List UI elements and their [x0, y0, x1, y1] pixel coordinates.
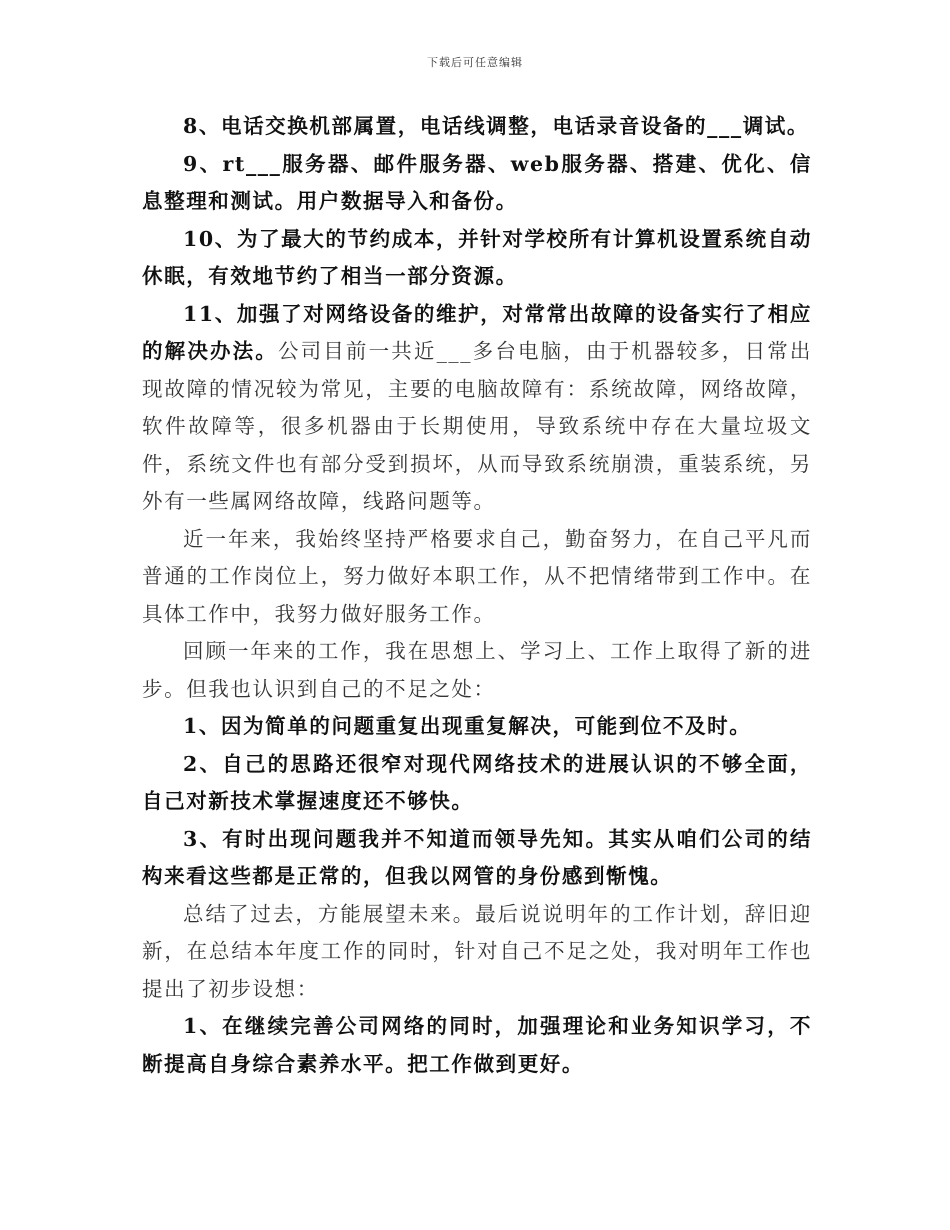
paragraph-bold-text: 9、rt___服务器、邮件服务器、web服务器、搭建、优化、信息整理和测试。用户数据导入和备份。 — [142, 151, 812, 213]
paragraph-item-11 — [142, 296, 812, 521]
paragraph-item-10 — [142, 221, 812, 296]
paragraph-plan-1 — [142, 1008, 812, 1083]
paragraph-item-8 — [142, 108, 812, 146]
paragraph-bold-text: 1、在继续完善公司网络的同时，加强理论和业务知识学习，不断提高自身综合素养水平。把工作做到更好。 — [142, 1014, 812, 1076]
page-header: 下载后可任意编辑 — [427, 56, 523, 69]
paragraph-shortcoming-3 — [142, 821, 812, 896]
paragraph-summary — [142, 896, 812, 1009]
paragraph-bold-text: 11、加强了对网络设备的维护，对常常出故障的设备实行了相应的解决办法。 — [142, 301, 812, 363]
paragraph-normal-text: 回顾一年来的工作，我在思想上、学习上、工作上取得了新的进步。但我也认识到自己的不足之处： — [142, 639, 812, 701]
paragraph-shortcoming-1 — [142, 708, 812, 746]
paragraph-bold-text: 1、因为简单的问题重复出现重复解决，可能到位不及时。 — [183, 714, 752, 738]
paragraph-bold-text: 3、有时出现问题我并不知道而领导先知。其实从咱们公司的结构来看这些都是正常的，但我以网管的身份感到惭愧。 — [142, 826, 812, 888]
paragraph-item-9 — [142, 146, 812, 221]
paragraph-year-review — [142, 521, 812, 634]
document-body — [142, 108, 812, 1083]
paragraph-bold-text: 8、电话交换机部属置，电话线调整，电话录音设备的___调试。 — [183, 114, 810, 138]
paragraph-normal-text: 近一年来，我始终坚持严格要求自己，勤奋努力，在自己平凡而普通的工作岗位上，努力做好本职工作，从不把情绪带到工作中。在具体工作中，我努力做好服务工作。 — [142, 526, 812, 626]
paragraph-looking-back — [142, 633, 812, 708]
paragraph-bold-text: 10、为了最大的节约成本，并针对学校所有计算机设置系统自动休眠，有效地节约了相当一部分资源。 — [142, 226, 812, 288]
paragraph-normal-text: 公司目前一共近___多台电脑，由于机器较多，日常出现故障的情况较为常见，主要的电脑故障有：系统故障，网络故障，软件故障等，很多机器由于长期使用，导致系统中存在大量垃圾文件，系统文件也有部分受到损坏，从而导致系统崩溃，重装系统，另外有一些属网络故障，线路问题等。 — [142, 339, 812, 513]
paragraph-bold-text: 2、自己的思路还很窄对现代网络技术的进展认识的不够全面，自己对新技术掌握速度还不够快。 — [142, 751, 812, 813]
paragraph-shortcoming-2 — [142, 746, 812, 821]
paragraph-normal-text: 总结了过去，方能展望未来。最后说说明年的工作计划，辞旧迎新，在总结本年度工作的同时，针对自己不足之处，我对明年工作也提出了初步设想： — [142, 901, 812, 1001]
